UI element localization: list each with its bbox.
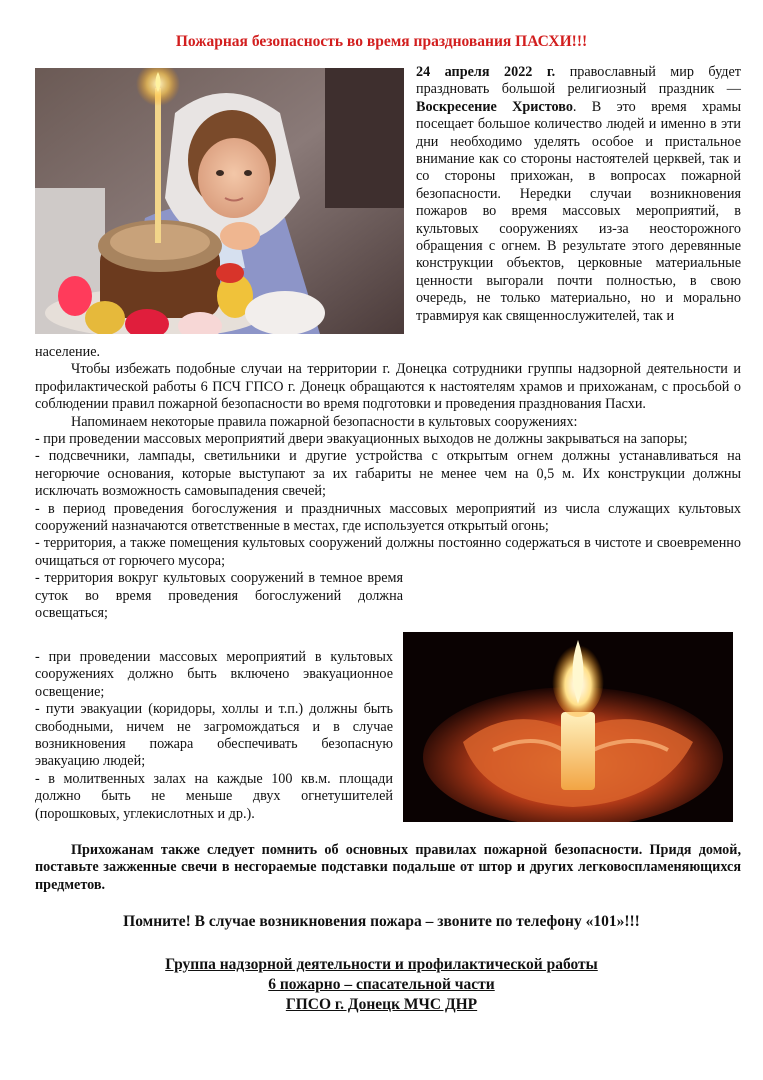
- easter-photo: [35, 68, 404, 334]
- rule-item: - в период проведения богослужения и праздничных массовых мероприятий из числа служащих культовых сооружений назначаются ответственные в местах, где используется открытый огонь;: [35, 500, 741, 535]
- rule-item: - территория вокруг культовых сооружений в темное время суток во время проведения богослужений должна освещаться;: [35, 570, 403, 622]
- intro-holiday: Воскресение Христово: [416, 98, 573, 115]
- intro-paragraph: [416, 64, 741, 325]
- rule-item: - в молитвенных залах на каждые 100 кв.м. площади должно быть не меньше двух огнетушителей (порошковых, углекислотных и др.).: [35, 770, 393, 822]
- rule-item: - при проведении массовых мероприятий двери эвакуационных выходов не должны закрываться на запоры;: [35, 431, 688, 448]
- remind-paragraph: Напоминаем некоторые правила пожарной безопасности в культовых сооружениях:: [71, 413, 578, 430]
- candle-photo: [403, 632, 733, 822]
- rule-item: - пути эвакуации (коридоры, холлы и т.п.) должны быть свободными, ничем не загромождаться и в случае возникновения пожара обеспечивать безопасную эвакуацию людей;: [35, 701, 393, 770]
- intro-text-2: . В это время храмы посещает большое количество людей и именно в эти дни необходимо уделять особое и пристальное внимание как со стороны настоятелей церквей, так и со стороны прихожан, в вопросах пожарной безопасности. Нередки случаи возникновения пожаров во время массовых мероприятий, в культовых сооружениях из-за неосторожного обращения с огнем. В результате этого деревянные конструкции объектов, церковные материальные ценности выгорали почти полностью, в свою очередь, не только материально, но и морально травмируя как священнослужителей, так и: [416, 98, 742, 324]
- rule-item: - подсвечники, лампады, светильники и другие устройства с открытым огнем должны устанавливаться на негорючие основания, которые выступают за их габариты не менее чем на 0,5 м. Их конструкции должны исключать возможность самовыпадения свечей;: [35, 448, 741, 500]
- intro-date: 24 апреля 2022 г.: [416, 64, 556, 80]
- signature-line: Группа надзорной деятельности и профилактической работы: [165, 956, 598, 973]
- intro-text-1: православный мир будет праздновать большой религиозный праздник —: [416, 64, 741, 98]
- parishioner-note: [35, 842, 741, 894]
- note-text: Прихожанам также следует помнить об основных правилах пожарной безопасности. Придя домой, поставьте зажженные свечи в несгораемые подставки подальше от штор и других легковоспламеняющихся предметов.: [35, 842, 741, 893]
- signature-block: [0, 955, 763, 1015]
- main-body: [35, 344, 741, 623]
- signature-line: 6 пожарно – спасательной части: [268, 976, 495, 993]
- signature-line: ГПСО г. Донецк МЧС ДНР: [285, 996, 478, 1013]
- page-title: Пожарная безопасность во время празднования ПАСХИ!!!: [175, 33, 588, 50]
- emergency-call-reminder: Помните! В случае возникновения пожара – звоните по телефону «101»!!!: [123, 913, 640, 930]
- intro-continuation: население.: [35, 344, 101, 360]
- rule-item: - при проведении массовых мероприятий в культовых сооружениях должно быть включено эвакуационное освещение;: [35, 649, 393, 700]
- left-rules-column: [35, 649, 393, 823]
- appeal-paragraph: Чтобы избежать подобные случаи на территории г. Донецка сотрудники группы надзорной деятельности и профилактической работы 6 ПСЧ ГПСО г. Донецк обращаются к настоятелям храмов и прихожанам, с просьбой о соблюдении правил пожарной безопасности во время подготовки и проведения празднования Пасхи.: [35, 361, 741, 413]
- rule-item: - территория, а также помещения культовых сооружений должны постоянно содержаться в чистоте и своевременно очищаться от горючего мусора;: [35, 535, 741, 569]
